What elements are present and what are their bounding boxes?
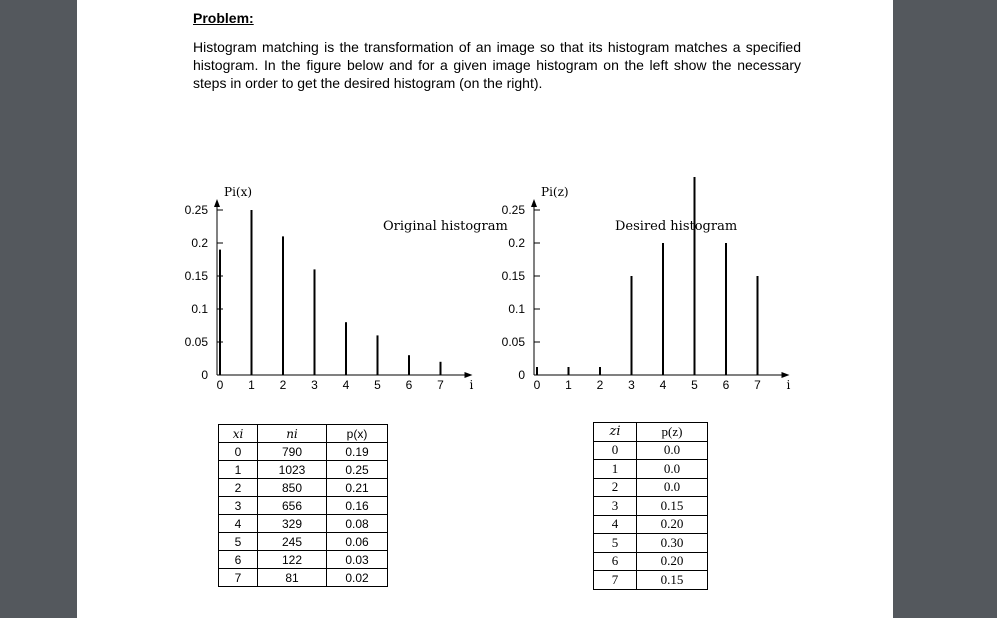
table-row <box>219 551 388 569</box>
desired-y-tick-label: 0.2 <box>508 236 525 250</box>
table-cell: 0.30 <box>637 534 708 553</box>
original-x-tick-label: 6 <box>405 378 413 392</box>
table-cell: 656 <box>258 497 327 515</box>
header-zi: zi <box>594 423 637 442</box>
table-cell: 0.20 <box>637 552 708 571</box>
table-cell: 7 <box>219 569 258 587</box>
original-chart-title: Original histogram <box>383 219 508 234</box>
original-x-tick-label: 3 <box>311 378 318 392</box>
header-ni: ni <box>258 425 327 443</box>
original-y-tick-label: 0.25 <box>184 203 208 217</box>
desired-y-axis-arrow <box>531 199 537 207</box>
table-cell: 3 <box>219 497 258 515</box>
desired-y-tick-label: 0.05 <box>501 335 525 349</box>
table-cell: 6 <box>594 552 637 571</box>
table-cell: 0.0 <box>637 441 708 460</box>
table-row <box>219 461 388 479</box>
desired-y-label: Pi(z) <box>541 185 569 199</box>
table-cell: 0.16 <box>327 497 388 515</box>
table-row <box>219 515 388 533</box>
original-x-tick-label: 7 <box>437 378 444 392</box>
table-row <box>594 534 708 553</box>
table-cell: 6 <box>219 551 258 569</box>
table-cell: 329 <box>258 515 327 533</box>
original-y-tick-label: 0.2 <box>191 236 208 250</box>
desired-x-tick-label: 5 <box>691 378 698 392</box>
table-cell: 0 <box>594 441 637 460</box>
original-x-tick-label: 2 <box>279 378 287 392</box>
table-row <box>219 497 388 515</box>
table-row <box>219 533 388 551</box>
original-x-tick-label: 5 <box>374 378 381 392</box>
desired-histogram-table <box>593 422 708 590</box>
original-x-tick-label: 1 <box>248 378 255 392</box>
document-page <box>77 0 893 618</box>
table-cell: 0.15 <box>637 571 708 590</box>
desired-x-tick-label: 7 <box>754 378 761 392</box>
table-header-row <box>594 423 708 442</box>
table-cell: 0.02 <box>327 569 388 587</box>
table-cell: 2 <box>594 478 637 497</box>
table-header-row <box>219 425 388 443</box>
original-y-axis-arrow <box>214 199 220 207</box>
table-row <box>219 479 388 497</box>
problem-text: Histogram matching is the transformation of an image so that its histogram matches a specified histogram. In the figure below and for a given image histogram on the left show the necessary steps in order to get the desired histogram (on the right). <box>193 39 801 91</box>
table-cell: 3 <box>594 497 637 516</box>
table-cell: 4 <box>594 515 637 534</box>
table-cell: 1 <box>594 460 637 479</box>
desired-x-label: i <box>786 378 791 392</box>
table-cell: 5 <box>219 533 258 551</box>
original-y-label: Pi(x) <box>224 185 253 199</box>
desired-x-tick-label: 1 <box>565 378 572 392</box>
desired-x-tick-label: 4 <box>659 378 667 392</box>
desired-y-tick-label: 0.25 <box>501 203 525 217</box>
desired-x-tick-label: 2 <box>596 378 604 392</box>
table-row <box>594 552 708 571</box>
original-x-label: i <box>469 378 474 392</box>
table-row <box>594 571 708 590</box>
header-px: p(x) <box>327 425 388 443</box>
table-cell: 0.08 <box>327 515 388 533</box>
table-row <box>594 478 708 497</box>
header-pz: p(z) <box>637 423 708 442</box>
table-cell: 81 <box>258 569 327 587</box>
table-row <box>594 441 708 460</box>
table-row <box>219 569 388 587</box>
table-cell: 0 <box>219 443 258 461</box>
table-cell: 0.03 <box>327 551 388 569</box>
table-cell: 790 <box>258 443 327 461</box>
table-cell: 1023 <box>258 461 327 479</box>
original-histogram-table <box>218 424 388 587</box>
original-y-tick-label: 0 <box>201 368 208 382</box>
original-y-tick-label: 0.05 <box>184 335 208 349</box>
desired-x-tick-label: 0 <box>533 378 541 392</box>
desired-chart-title: Desired histogram <box>615 219 738 234</box>
desired-y-tick-label: 0.1 <box>508 302 525 316</box>
table-cell: 0.20 <box>637 515 708 534</box>
table-cell: 245 <box>258 533 327 551</box>
histogram-charts <box>77 0 893 420</box>
desired-x-tick-label: 6 <box>722 378 730 392</box>
table-cell: 0.21 <box>327 479 388 497</box>
header-xi: xi <box>219 425 258 443</box>
table-cell: 850 <box>258 479 327 497</box>
table-cell: 122 <box>258 551 327 569</box>
desired-y-tick-label: 0 <box>518 368 525 382</box>
table-row <box>594 460 708 479</box>
table-cell: 5 <box>594 534 637 553</box>
original-x-tick-label: 4 <box>342 378 350 392</box>
desired-x-tick-label: 3 <box>628 378 635 392</box>
problem-heading: Problem: <box>193 10 254 26</box>
table-cell: 0.0 <box>637 460 708 479</box>
table-cell: 0.0 <box>637 478 708 497</box>
original-y-tick-label: 0.1 <box>191 302 208 316</box>
table-cell: 0.15 <box>637 497 708 516</box>
original-y-tick-label: 0.15 <box>184 269 208 283</box>
table-cell: 0.06 <box>327 533 388 551</box>
original-x-tick-label: 0 <box>216 378 224 392</box>
table-cell: 7 <box>594 571 637 590</box>
table-cell: 0.19 <box>327 443 388 461</box>
table-cell: 1 <box>219 461 258 479</box>
table-row <box>594 515 708 534</box>
table-cell: 2 <box>219 479 258 497</box>
desired-y-tick-label: 0.15 <box>501 269 525 283</box>
table-row <box>219 443 388 461</box>
table-row <box>594 497 708 516</box>
table-cell: 4 <box>219 515 258 533</box>
table-cell: 0.25 <box>327 461 388 479</box>
